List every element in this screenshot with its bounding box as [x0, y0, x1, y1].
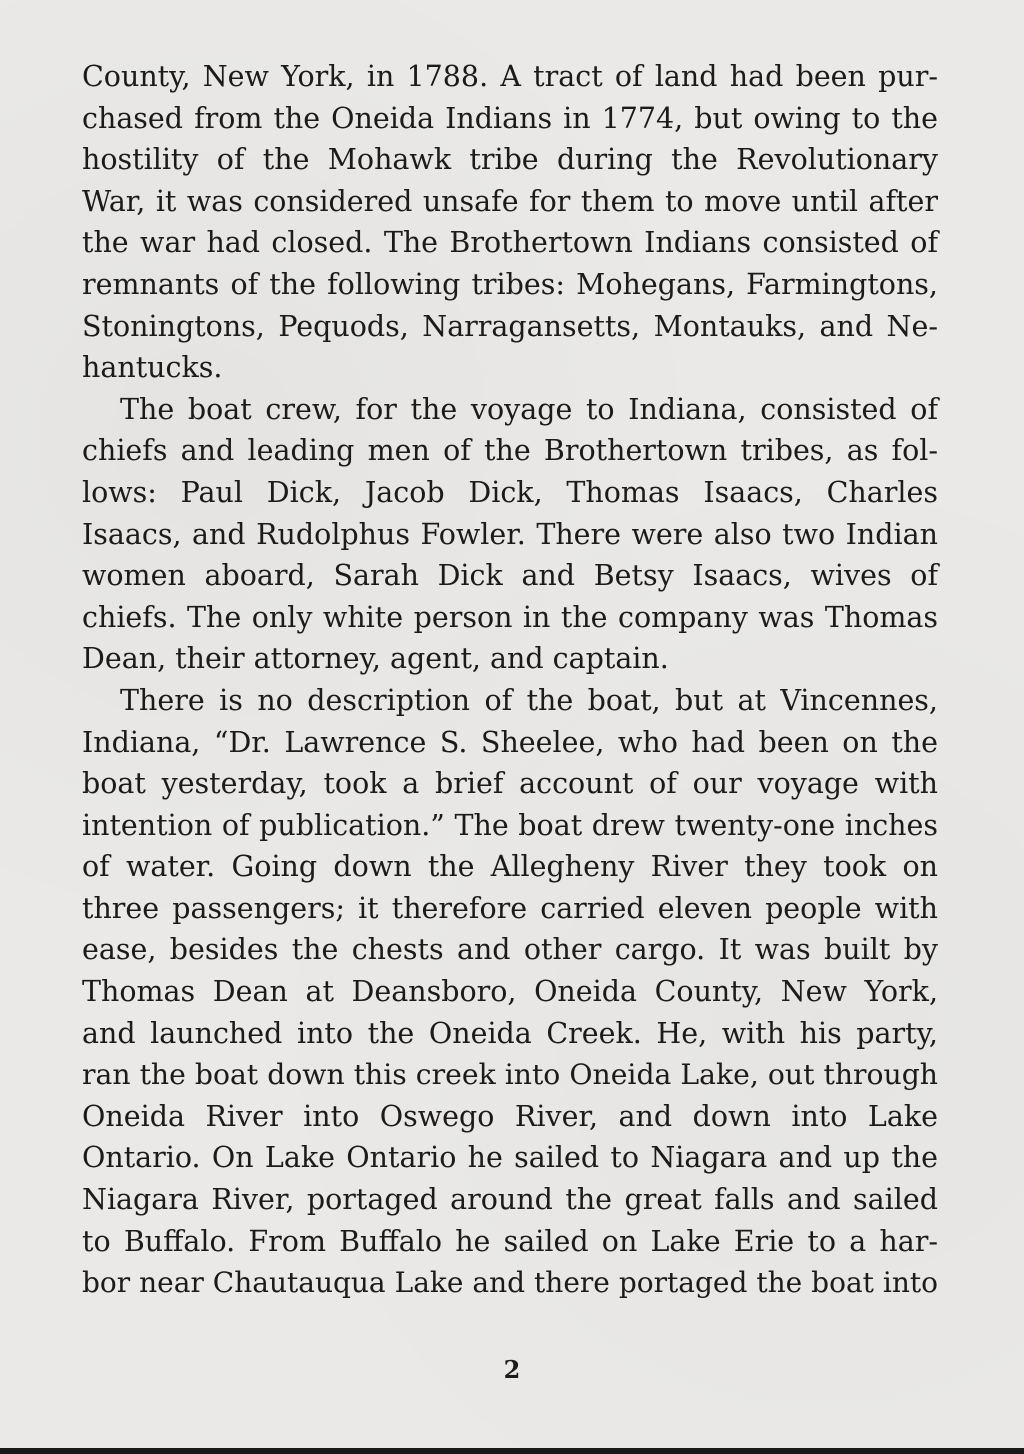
- text-line: ease, besides the chests and other cargo. It was built by: [82, 933, 938, 967]
- text-line: three passengers; it therefore carried eleven people with: [82, 891, 938, 925]
- text-line: hostility of the Mohawk tribe during the Revolutionary: [82, 143, 938, 177]
- text-line: women aboard, Sarah Dick and Betsy Isaacs, wives of: [82, 559, 938, 593]
- paragraph: [82, 56, 938, 389]
- text-line: Stoningtons, Pequods, Narragansetts, Montauks, and Ne-: [82, 309, 938, 343]
- text-line: chased from the Oneida Indians in 1774, but owing to the: [82, 101, 938, 135]
- text-line: boat yesterday, took a brief account of our voyage with: [82, 767, 938, 801]
- text-line: remnants of the following tribes: Mohegans, Farmingtons,: [82, 267, 938, 301]
- body-text: [82, 56, 938, 1304]
- text-line: bor near Chautauqua Lake and there portaged the boat into: [82, 1266, 938, 1300]
- text-line: chiefs and leading men of the Brothertown tribes, as fol-: [82, 434, 938, 468]
- page-number: 2: [503, 1355, 521, 1384]
- text-line: intention of publication.” The boat drew twenty-one inches: [82, 808, 938, 842]
- text-line: County, New York, in 1788. A tract of land had been pur-: [82, 60, 938, 93]
- text-line: The boat crew, for the voyage to Indiana, consisted of: [120, 392, 938, 426]
- text-line: Ontario. On Lake Ontario he sailed to Niagara and up the: [82, 1141, 938, 1175]
- paragraph: [82, 389, 938, 680]
- text-line: Isaacs, and Rudolphus Fowler. There were also two Indian: [82, 517, 938, 551]
- text-line: There is no description of the boat, but at Vincennes,: [120, 683, 938, 717]
- text-line: Dean, their attorney, agent, and captain.: [82, 642, 669, 676]
- paragraph: [82, 680, 938, 1304]
- text-line: Thomas Dean at Deansboro, Oneida County, New York,: [82, 975, 938, 1009]
- text-line: to Buffalo. From Buffalo he sailed on Lake Erie to a har-: [82, 1224, 938, 1258]
- scan-bottom-edge: [0, 1448, 1024, 1454]
- text-line: Oneida River into Oswego River, and down into Lake: [82, 1099, 938, 1133]
- text-line: the war had closed. The Brothertown Indians consisted of: [82, 226, 938, 260]
- text-line: Indiana, “Dr. Lawrence S. Sheelee, who had been on the: [82, 725, 938, 759]
- text-line: lows: Paul Dick, Jacob Dick, Thomas Isaacs, Charles: [82, 475, 938, 509]
- text-line: chiefs. The only white person in the company was Thomas: [82, 600, 938, 634]
- text-line: and launched into the Oneida Creek. He, with his party,: [82, 1016, 938, 1050]
- text-line: of water. Going down the Allegheny River they took on: [82, 850, 938, 884]
- text-line: hantucks.: [82, 351, 223, 385]
- text-line: Niagara River, portaged around the great falls and sailed: [82, 1183, 938, 1217]
- text-line: War, it was considered unsafe for them to move until after: [82, 184, 938, 218]
- text-line: ran the boat down this creek into Oneida Lake, out through: [82, 1058, 938, 1092]
